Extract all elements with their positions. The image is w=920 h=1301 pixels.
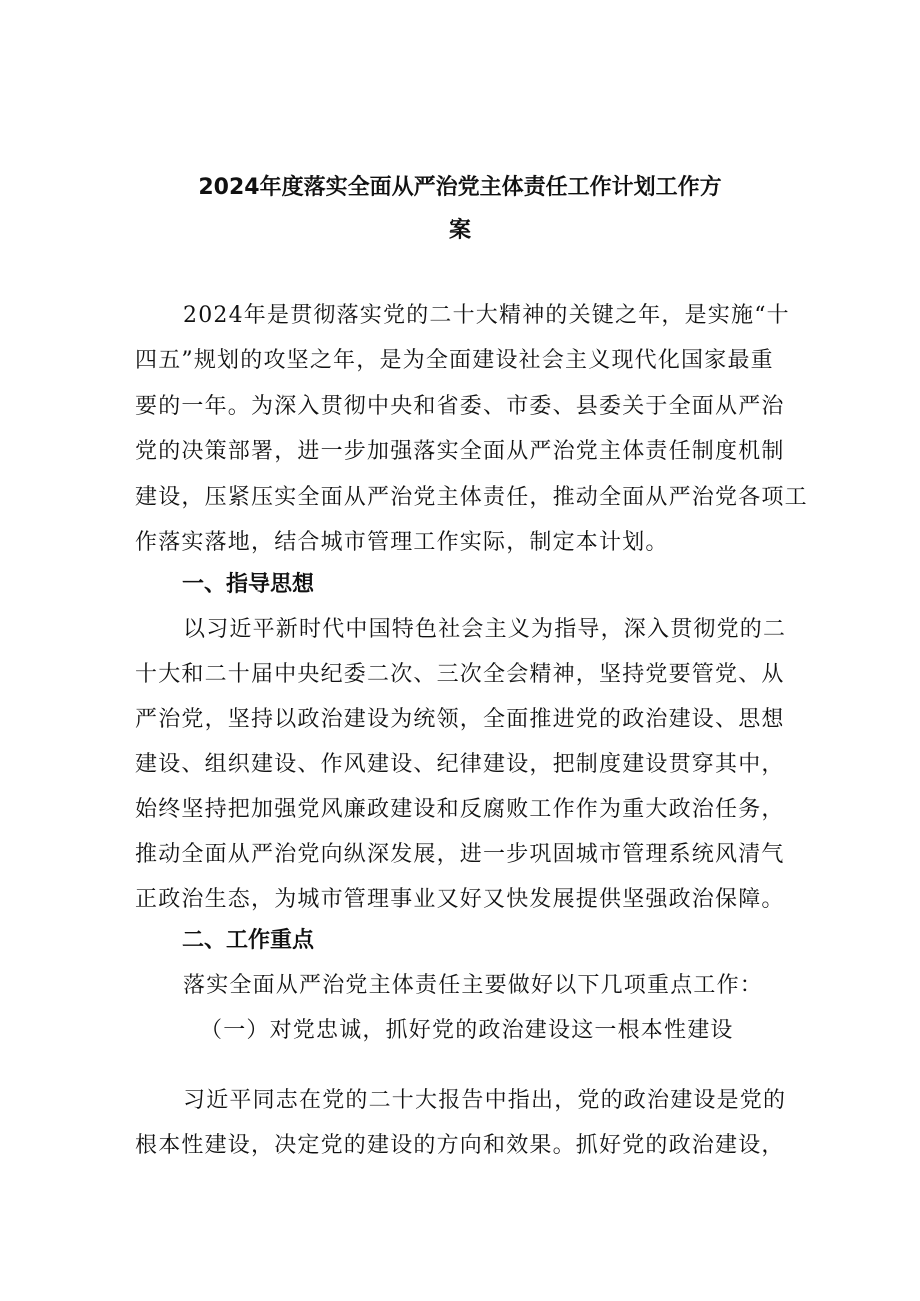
section-2-intro: 落实全面从严治党主体责任主要做好以下几项重点工作： bbox=[183, 973, 764, 998]
document-title-line-2: 案 bbox=[448, 218, 471, 243]
intro-line: 四五”规划的攻坚之年，是为全面建设社会主义现代化国家最重 bbox=[135, 348, 774, 373]
section-1-line: 正政治生态，为城市管理事业又好又快发展提供坚强政治保障。 bbox=[135, 887, 785, 912]
intro-line: 党的决策部署，进一步加强落实全面从严治党主体责任制度机制 bbox=[135, 439, 785, 464]
intro-line: 要的一年。为深入贯彻中央和省委、市委、县委关于全面从严治 bbox=[135, 394, 785, 419]
document-title-line-1: 2024年度落实全面从严治党主体责任工作计划工作方 bbox=[198, 175, 722, 200]
subsection-1-line: 习近平同志在党的二十大报告中指出，党的政治建设是党的 bbox=[183, 1088, 787, 1113]
subsection-1-heading: （一）对党忠诚，抓好党的政治建设这一根本性建设 bbox=[200, 1018, 734, 1043]
section-1-heading: 一、指导思想 bbox=[182, 572, 315, 597]
section-1-line: 推动全面从严治党向纵深发展，进一步巩固城市管理系统风清气 bbox=[135, 842, 785, 867]
section-1-line: 严治党，坚持以政治建设为统领，全面推进党的政治建设、思想 bbox=[135, 707, 785, 732]
intro-line: 2024年是贯彻落实党的二十大精神的关键之年，是实施“十 bbox=[183, 303, 790, 328]
section-1-line: 十大和二十届中央纪委二次、三次全会精神，坚持党要管党、从 bbox=[135, 662, 785, 687]
section-1-line: 以习近平新时代中国特色社会主义为指导，深入贯彻党的二 bbox=[183, 617, 787, 642]
section-1-line: 始终坚持把加强党风廉政建设和反腐败工作作为重大政治任务， bbox=[135, 797, 785, 822]
intro-line: 作落实落地，结合城市管理工作实际，制定本计划。 bbox=[135, 530, 669, 555]
intro-line: 建设，压紧压实全面从严治党主体责任，推动全面从严治党各项工 bbox=[135, 485, 808, 510]
section-1-line: 建设、组织建设、作风建设、纪律建设，把制度建设贯穿其中， bbox=[135, 752, 785, 777]
subsection-1-line: 根本性建设，决定党的建设的方向和效果。抓好党的政治建设， bbox=[135, 1133, 785, 1158]
section-2-heading: 二、工作重点 bbox=[182, 928, 315, 953]
